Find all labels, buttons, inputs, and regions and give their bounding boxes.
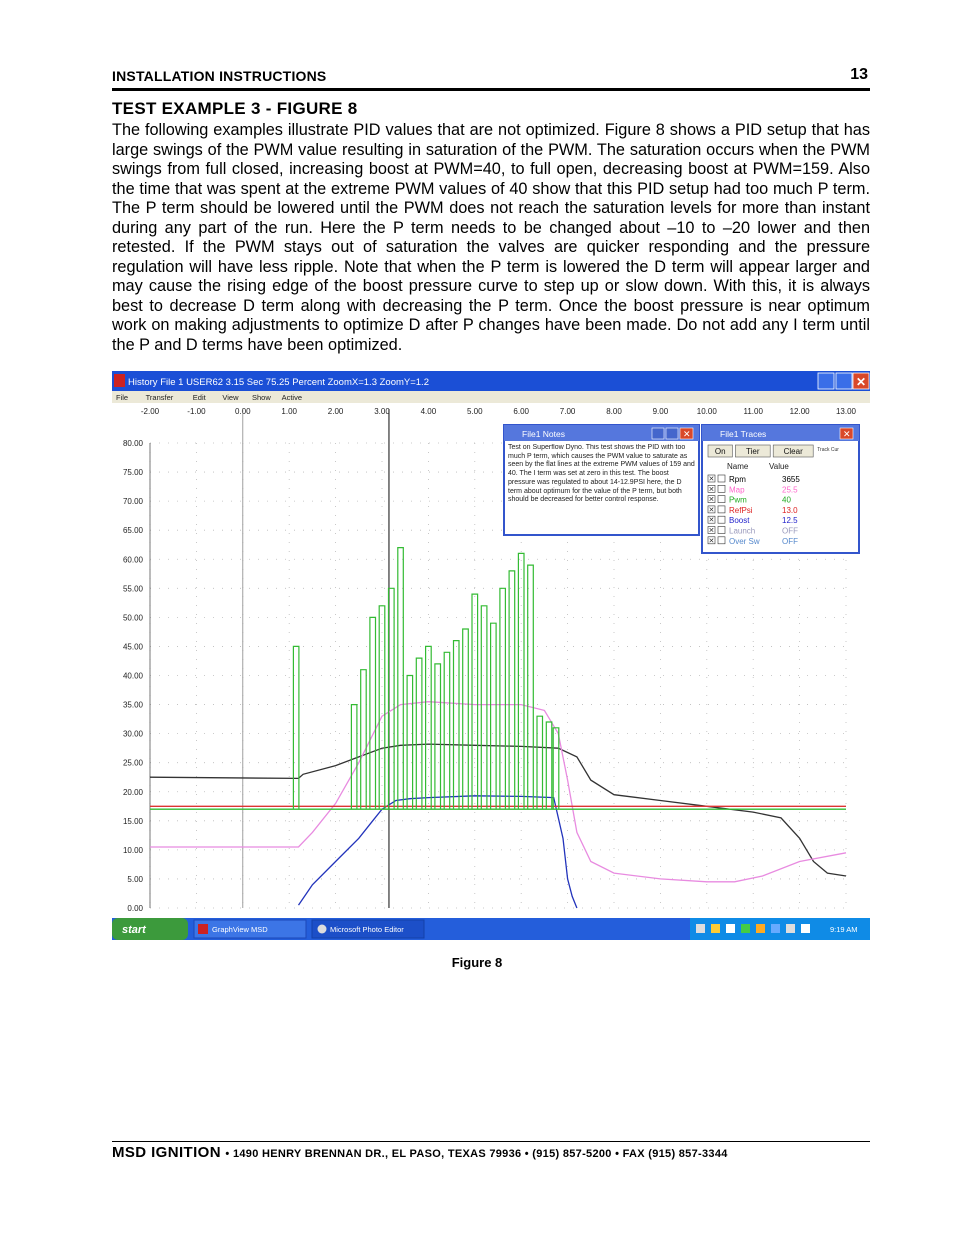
x-tick-label: 4.00 <box>420 407 437 416</box>
menu-item-file[interactable]: File <box>116 393 129 402</box>
close-icon: ✕ <box>843 429 851 439</box>
trace-name: Launch <box>729 526 756 536</box>
menu-item-active[interactable]: Active <box>281 393 303 402</box>
trace-checkbox[interactable] <box>718 527 725 534</box>
footer-brand: MSD IGNITION <box>112 1144 221 1161</box>
x-tick-label: -2.00 <box>140 407 160 416</box>
trace-value: 25.5 <box>782 485 798 495</box>
checkmark-icon: ✕ <box>708 517 715 525</box>
menu-item-transfer[interactable]: Transfer <box>145 393 174 402</box>
x-tick-label: 9.00 <box>652 407 669 416</box>
notes-maximize-button[interactable] <box>666 428 678 439</box>
y-tick-label: 10.00 <box>122 845 143 855</box>
trace-value: OFF <box>782 526 798 536</box>
graphview-icon <box>198 924 208 934</box>
y-tick-label: 50.00 <box>122 613 143 623</box>
close-icon: ✕ <box>856 375 867 389</box>
notes-minimize-button[interactable] <box>652 428 664 439</box>
x-tick-label: 2.00 <box>327 407 344 416</box>
y-tick-label: 0.00 <box>127 904 143 913</box>
tray-icon[interactable] <box>801 924 810 933</box>
x-tick-label: 12.00 <box>789 407 810 416</box>
notes-text: Test on Superflow Dyno. This test shows the PID with too much P term, which causes the PWM value to saturate as seen by the flat lines at the extreme PWM values of 159 and 40. The I term was set at zero in this test. The boost pressure was regulated to about 14-12.9PSI here, the D term about optimum for the value of the P term, but both should be decreased for better control response. <box>508 444 695 504</box>
taskbar-item-photo-editor-label: Microsoft Photo Editor <box>330 925 404 934</box>
figure-caption: Figure 8 <box>451 955 503 970</box>
trace-value: 12.5 <box>782 516 798 526</box>
trace-checkbox[interactable] <box>718 516 725 523</box>
y-tick-label: 80.00 <box>122 439 143 448</box>
y-tick-label: 55.00 <box>122 584 143 594</box>
x-tick-label: 11.00 <box>743 407 763 416</box>
trace-value: OFF <box>782 536 798 546</box>
y-tick-label: 70.00 <box>122 497 143 507</box>
y-tick-label: 75.00 <box>122 468 143 478</box>
y-tick-label: 15.00 <box>122 816 143 826</box>
photo-editor-icon <box>318 925 327 934</box>
checkmark-icon: ✕ <box>708 506 715 514</box>
page-number: 13 <box>850 66 868 83</box>
x-tick-label: 5.00 <box>467 407 483 416</box>
y-tick-label: 65.00 <box>122 526 143 536</box>
traces-button-label: On <box>714 447 726 456</box>
x-tick-label: 13.00 <box>835 407 857 416</box>
x-tick-label: 1.00 <box>281 407 297 416</box>
tray-icon[interactable] <box>756 924 765 933</box>
y-tick-label: 45.00 <box>122 642 143 652</box>
taskbar-item-graphview-label: GraphView MSD <box>212 925 268 934</box>
y-tick-label: 30.00 <box>122 729 143 739</box>
x-tick-label: 0.00 <box>235 407 251 416</box>
traces-col-value: Value <box>769 462 789 471</box>
menu-item-view[interactable]: View <box>222 393 239 402</box>
checkmark-icon: ✕ <box>708 496 715 504</box>
track-cur-label: Track Cur <box>817 447 839 453</box>
trace-checkbox[interactable] <box>718 475 725 482</box>
window-title: History File 1 USER62 3.15 Sec 75.25 Percent ZoomX=1.3 ZoomY=1.2 <box>128 377 429 388</box>
menu-item-edit[interactable]: Edit <box>192 393 206 402</box>
traces-title: File1 Traces <box>720 429 767 439</box>
footer-address: 1490 HENRY BRENNAN DR., EL PASO, TEXAS 79936 • (915) 857-5200 • FAX (915) 857-3344 <box>232 1148 728 1160</box>
header-title: INSTALLATION INSTRUCTIONS <box>112 68 327 84</box>
traces-button-label: Tier <box>746 447 760 456</box>
y-tick-label: 20.00 <box>122 787 143 797</box>
x-tick-label: 6.00 <box>513 407 529 416</box>
y-tick-label: 60.00 <box>122 555 143 565</box>
section-title: TEST EXAMPLE 3 - FIGURE 8 <box>112 99 358 118</box>
trace-name: RefPsi <box>729 505 753 515</box>
notes-title: File1 Notes <box>522 429 565 439</box>
y-tick-label: 25.00 <box>122 758 143 768</box>
clock: 9:19 AM <box>830 925 858 934</box>
start-label: start <box>122 924 146 936</box>
y-tick-label: 5.00 <box>127 874 143 884</box>
x-tick-label: 10.00 <box>696 407 717 416</box>
app-icon <box>114 374 125 387</box>
trace-checkbox[interactable] <box>718 537 725 544</box>
body-paragraph: The following examples illustrate PID values that are not optimized. Figure 8 shows a PID setup that has large swings of the PWM value resulting in saturation of the PWM. The saturation occurs when the PWM swings from full closed, increasing boost at PWM=40, to full open, decreasing boost at PWM=159. Also the time that was spent at the extreme PWM values of 40 show that this PID setup had too much P term. The P term should be lowered until the PWM does not reach the saturation levels for more than instant during any part of the run. Here the P term needs to be changed about –10 to –20 lower and then retested. If the PWM stays out of saturation the valves are quicker responding and the pressure regulation will have less ripple. Note that when the P term is lowered the D term will appear larger and may cause the rising edge of the boost pressure curve to step up or slow down. With this, it is always best to decrease D term along with decreasing the P term. Once the boost pressure is near optimum work on making adjustments to optimize D after P changes have been made. Do not add any I term until the P and D terms have been optimized. <box>112 121 870 354</box>
trace-name: Over Sw <box>729 536 760 546</box>
page-header <box>112 66 870 91</box>
trace-checkbox[interactable] <box>718 506 725 513</box>
x-tick-label: 3.00 <box>374 407 390 416</box>
traces-window[interactable] <box>702 425 859 553</box>
notes-window[interactable] <box>504 425 699 535</box>
traces-col-name: Name <box>727 462 749 471</box>
checkmark-icon: ✕ <box>708 476 715 483</box>
page-footer: MSD IGNITION • 1490 HENRY BRENNAN DR., EL PASO, TEXAS 79936 • (915) 857-5200 • FAX (915) 857-3344 <box>112 1141 870 1162</box>
x-tick-label: 8.00 <box>606 407 622 416</box>
graphview-window <box>112 371 870 940</box>
tray-icon[interactable] <box>726 924 735 933</box>
checkmark-icon: ✕ <box>708 486 715 494</box>
maximize-button[interactable] <box>836 373 852 389</box>
tray-icon[interactable] <box>741 924 750 933</box>
trace-value: 40 <box>782 495 791 505</box>
minimize-button[interactable] <box>818 373 834 389</box>
trace-checkbox[interactable] <box>718 496 725 503</box>
trace-name: Map <box>729 485 745 495</box>
menu-item-show[interactable]: Show <box>252 393 271 402</box>
figure-screenshot <box>112 371 870 940</box>
x-tick-label: 7.00 <box>559 407 576 416</box>
trace-checkbox[interactable] <box>718 485 725 492</box>
tray-icon[interactable] <box>786 924 795 933</box>
traces-button-label: Clear <box>783 447 803 456</box>
checkmark-icon: ✕ <box>708 527 715 535</box>
checkmark-icon: ✕ <box>708 537 715 545</box>
close-icon: ✕ <box>683 429 691 439</box>
trace-value: 13.0 <box>782 505 798 515</box>
tray-icon[interactable] <box>696 924 705 933</box>
trace-name: Pwm <box>729 495 747 505</box>
trace-value: 3655 <box>782 475 800 484</box>
trace-name: Boost <box>729 516 750 526</box>
trace-name: Rpm <box>729 475 746 484</box>
y-tick-label: 40.00 <box>122 671 143 681</box>
tray-icon[interactable] <box>711 924 720 933</box>
y-tick-label: 35.00 <box>122 700 143 710</box>
tray-icon[interactable] <box>771 924 780 933</box>
x-tick-label: -1.00 <box>187 407 206 416</box>
